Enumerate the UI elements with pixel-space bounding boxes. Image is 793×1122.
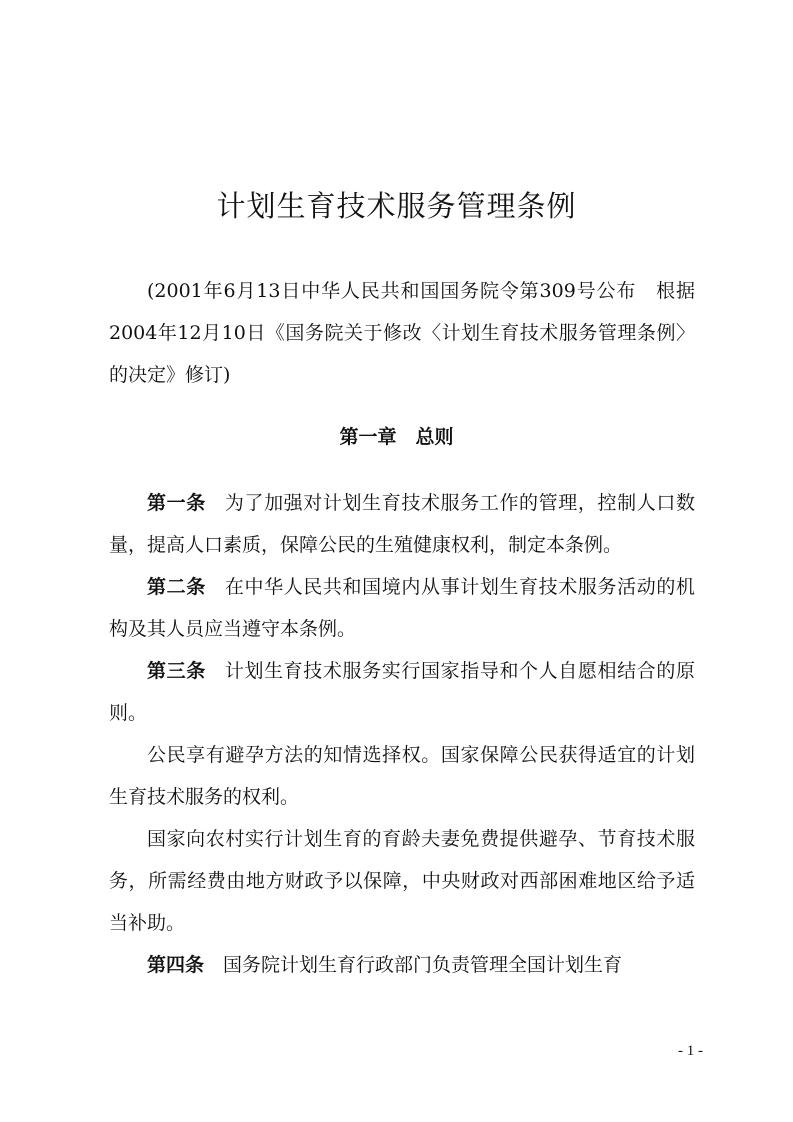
article-1: [109, 482, 695, 566]
preamble: (2001年6月13日中华人民共和国国务院令第309号公布 根据2004年12月10日《国务院关于修改〈计划生育技术服务管理条例〉的决定》修订): [109, 280, 695, 386]
article-4: [109, 944, 695, 986]
chapter-heading: 第一章 总则: [339, 426, 454, 448]
article-2: [109, 566, 695, 650]
article-label: 第三条: [147, 660, 206, 682]
article-3-paragraph-3: 国家向农村实行计划生育的育龄夫妻免费提供避孕、节育技术服务，所需经费由地方财政予以保障，中央财政对西部困难地区给予适当补助。: [109, 828, 695, 934]
article-label: 第四条: [147, 954, 205, 976]
article-text: 计划生育技术服务实行国家指导和个人自愿相结合的原则。: [109, 660, 695, 724]
document-title: 计划生育技术服务管理条例: [216, 189, 577, 223]
article-text: 国务院计划生育行政部门负责管理全国计划生育: [223, 954, 623, 976]
article-label: 第一条: [147, 492, 206, 514]
article-label: 第二条: [147, 576, 206, 598]
page-number: - 1 -: [678, 1043, 703, 1059]
article-text: 在中华人民共和国境内从事计划生育技术服务活动的机构及其人员应当遵守本条例。: [109, 576, 695, 640]
article-text: 为了加强对计划生育技术服务工作的管理，控制人口数量，提高人口素质，保障公民的生殖健康权利，制定本条例。: [109, 492, 695, 556]
article-3: [109, 650, 695, 734]
article-3-paragraph-2: 公民享有避孕方法的知情选择权。国家保障公民获得适宜的计划生育技术服务的权利。: [109, 744, 695, 808]
